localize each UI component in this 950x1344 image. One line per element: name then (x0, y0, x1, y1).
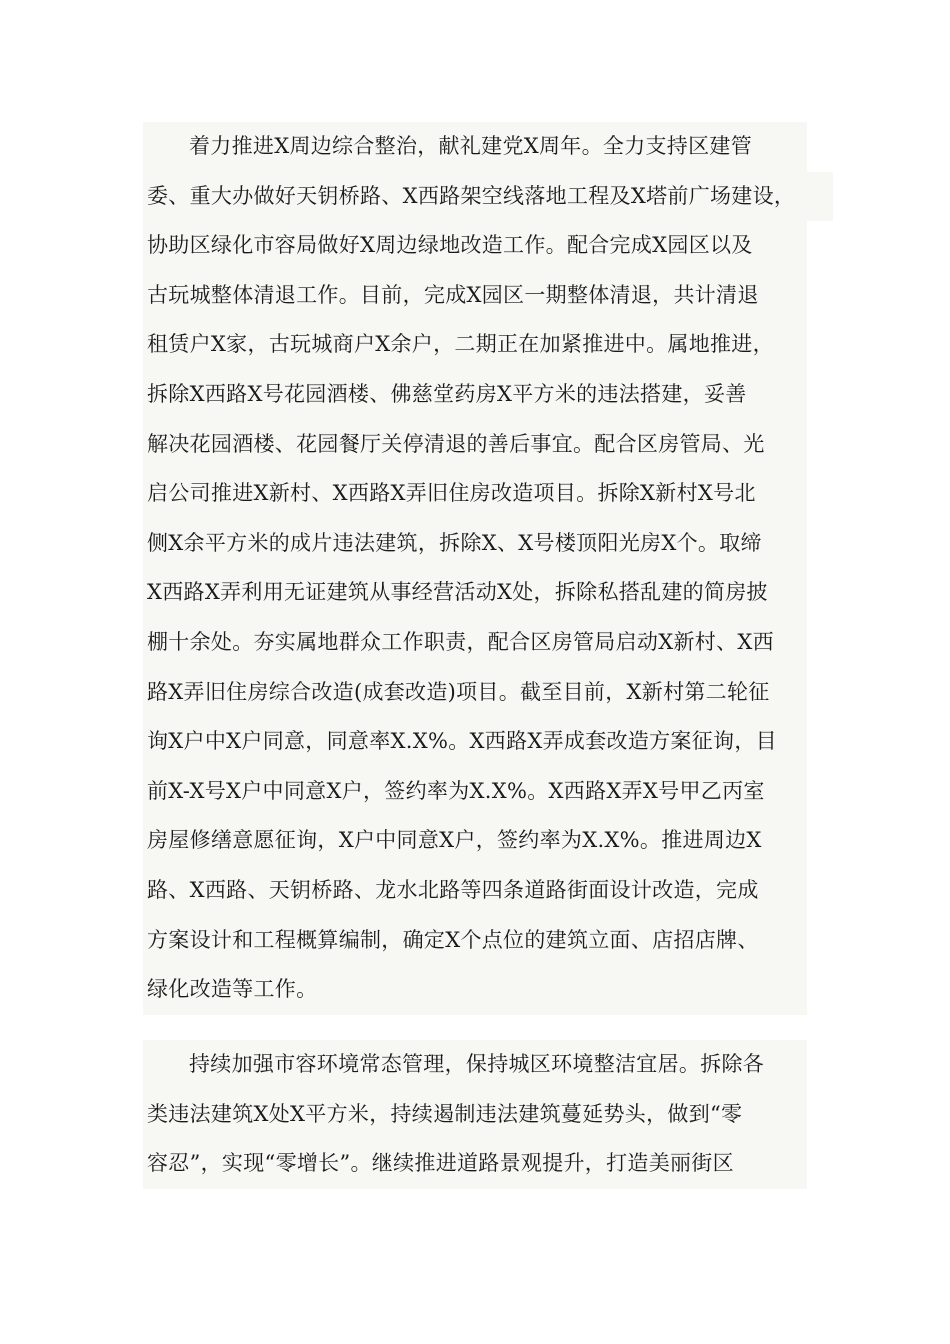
paragraph-line: 拆除X西路X号花园酒楼、佛慈堂药房X平方米的违法搭建，妥善 (143, 370, 807, 420)
paragraph-line: 协助区绿化市容局做好X周边绿地改造工作。配合完成X园区以及 (143, 221, 807, 271)
paragraph-line: 侧X余平方米的成片违法建筑，拆除X、X号楼顶阳光房X个。取缔 (143, 519, 807, 569)
paragraph-line: 租赁户X家，古玩城商户X余户，二期正在加紧推进中。属地推进， (143, 320, 807, 370)
paragraph-line: 前X-X号X户中同意X户，签约率为X.X%。X西路X弄X号甲乙丙室 (143, 767, 807, 817)
paragraph-line: 路X弄旧住房综合改造(成套改造)项目。截至目前，X新村第二轮征 (143, 668, 807, 718)
paragraph-line: 解决花园酒楼、花园餐厅关停清退的善后事宜。配合区房管局、光 (143, 420, 807, 470)
paragraph-line: X西路X弄利用无证建筑从事经营活动X处，拆除私搭乱建的简房披 (143, 568, 807, 618)
paragraph-line: 类违法建筑X处X平方米，持续遏制违法建筑蔓延势头，做到“零 (143, 1090, 807, 1140)
paragraph-2 (143, 1040, 807, 1189)
paragraph-line: 绿化改造等工作。 (143, 965, 807, 1015)
paragraph-line: 容忍”，实现“零增长”。继续推进道路景观提升，打造美丽街区 (143, 1139, 807, 1189)
paragraph-line: 古玩城整体清退工作。目前，完成X园区一期整体清退，共计清退 (143, 271, 807, 321)
paragraph-line: 着力推进X周边综合整治，献礼建党X周年。全力支持区建管 (143, 122, 807, 172)
paragraph-line: 委、重大办做好天钥桥路、X西路架空线落地工程及X塔前广场建设， (143, 172, 833, 222)
paragraph-line: 房屋修缮意愿征询，X户中同意X户，签约率为X.X%。推进周边X (143, 816, 807, 866)
paragraph-line: 启公司推进X新村、X西路X弄旧住房改造项目。拆除X新村X号北 (143, 469, 807, 519)
paragraph-line: 持续加强市容环境常态管理，保持城区环境整洁宜居。拆除各 (143, 1040, 807, 1090)
paragraph-1 (143, 122, 807, 1015)
paragraph-line: 路、X西路、天钥桥路、龙水北路等四条道路街面设计改造，完成 (143, 866, 807, 916)
paragraph-line: 棚十余处。夯实属地群众工作职责，配合区房管局启动X新村、X西 (143, 618, 807, 668)
paragraph-line: 询X户中X户同意，同意率X.X%。X西路X弄成套改造方案征询，目 (143, 717, 807, 767)
paragraph-line: 方案设计和工程概算编制，确定X个点位的建筑立面、店招店牌、 (143, 916, 807, 966)
